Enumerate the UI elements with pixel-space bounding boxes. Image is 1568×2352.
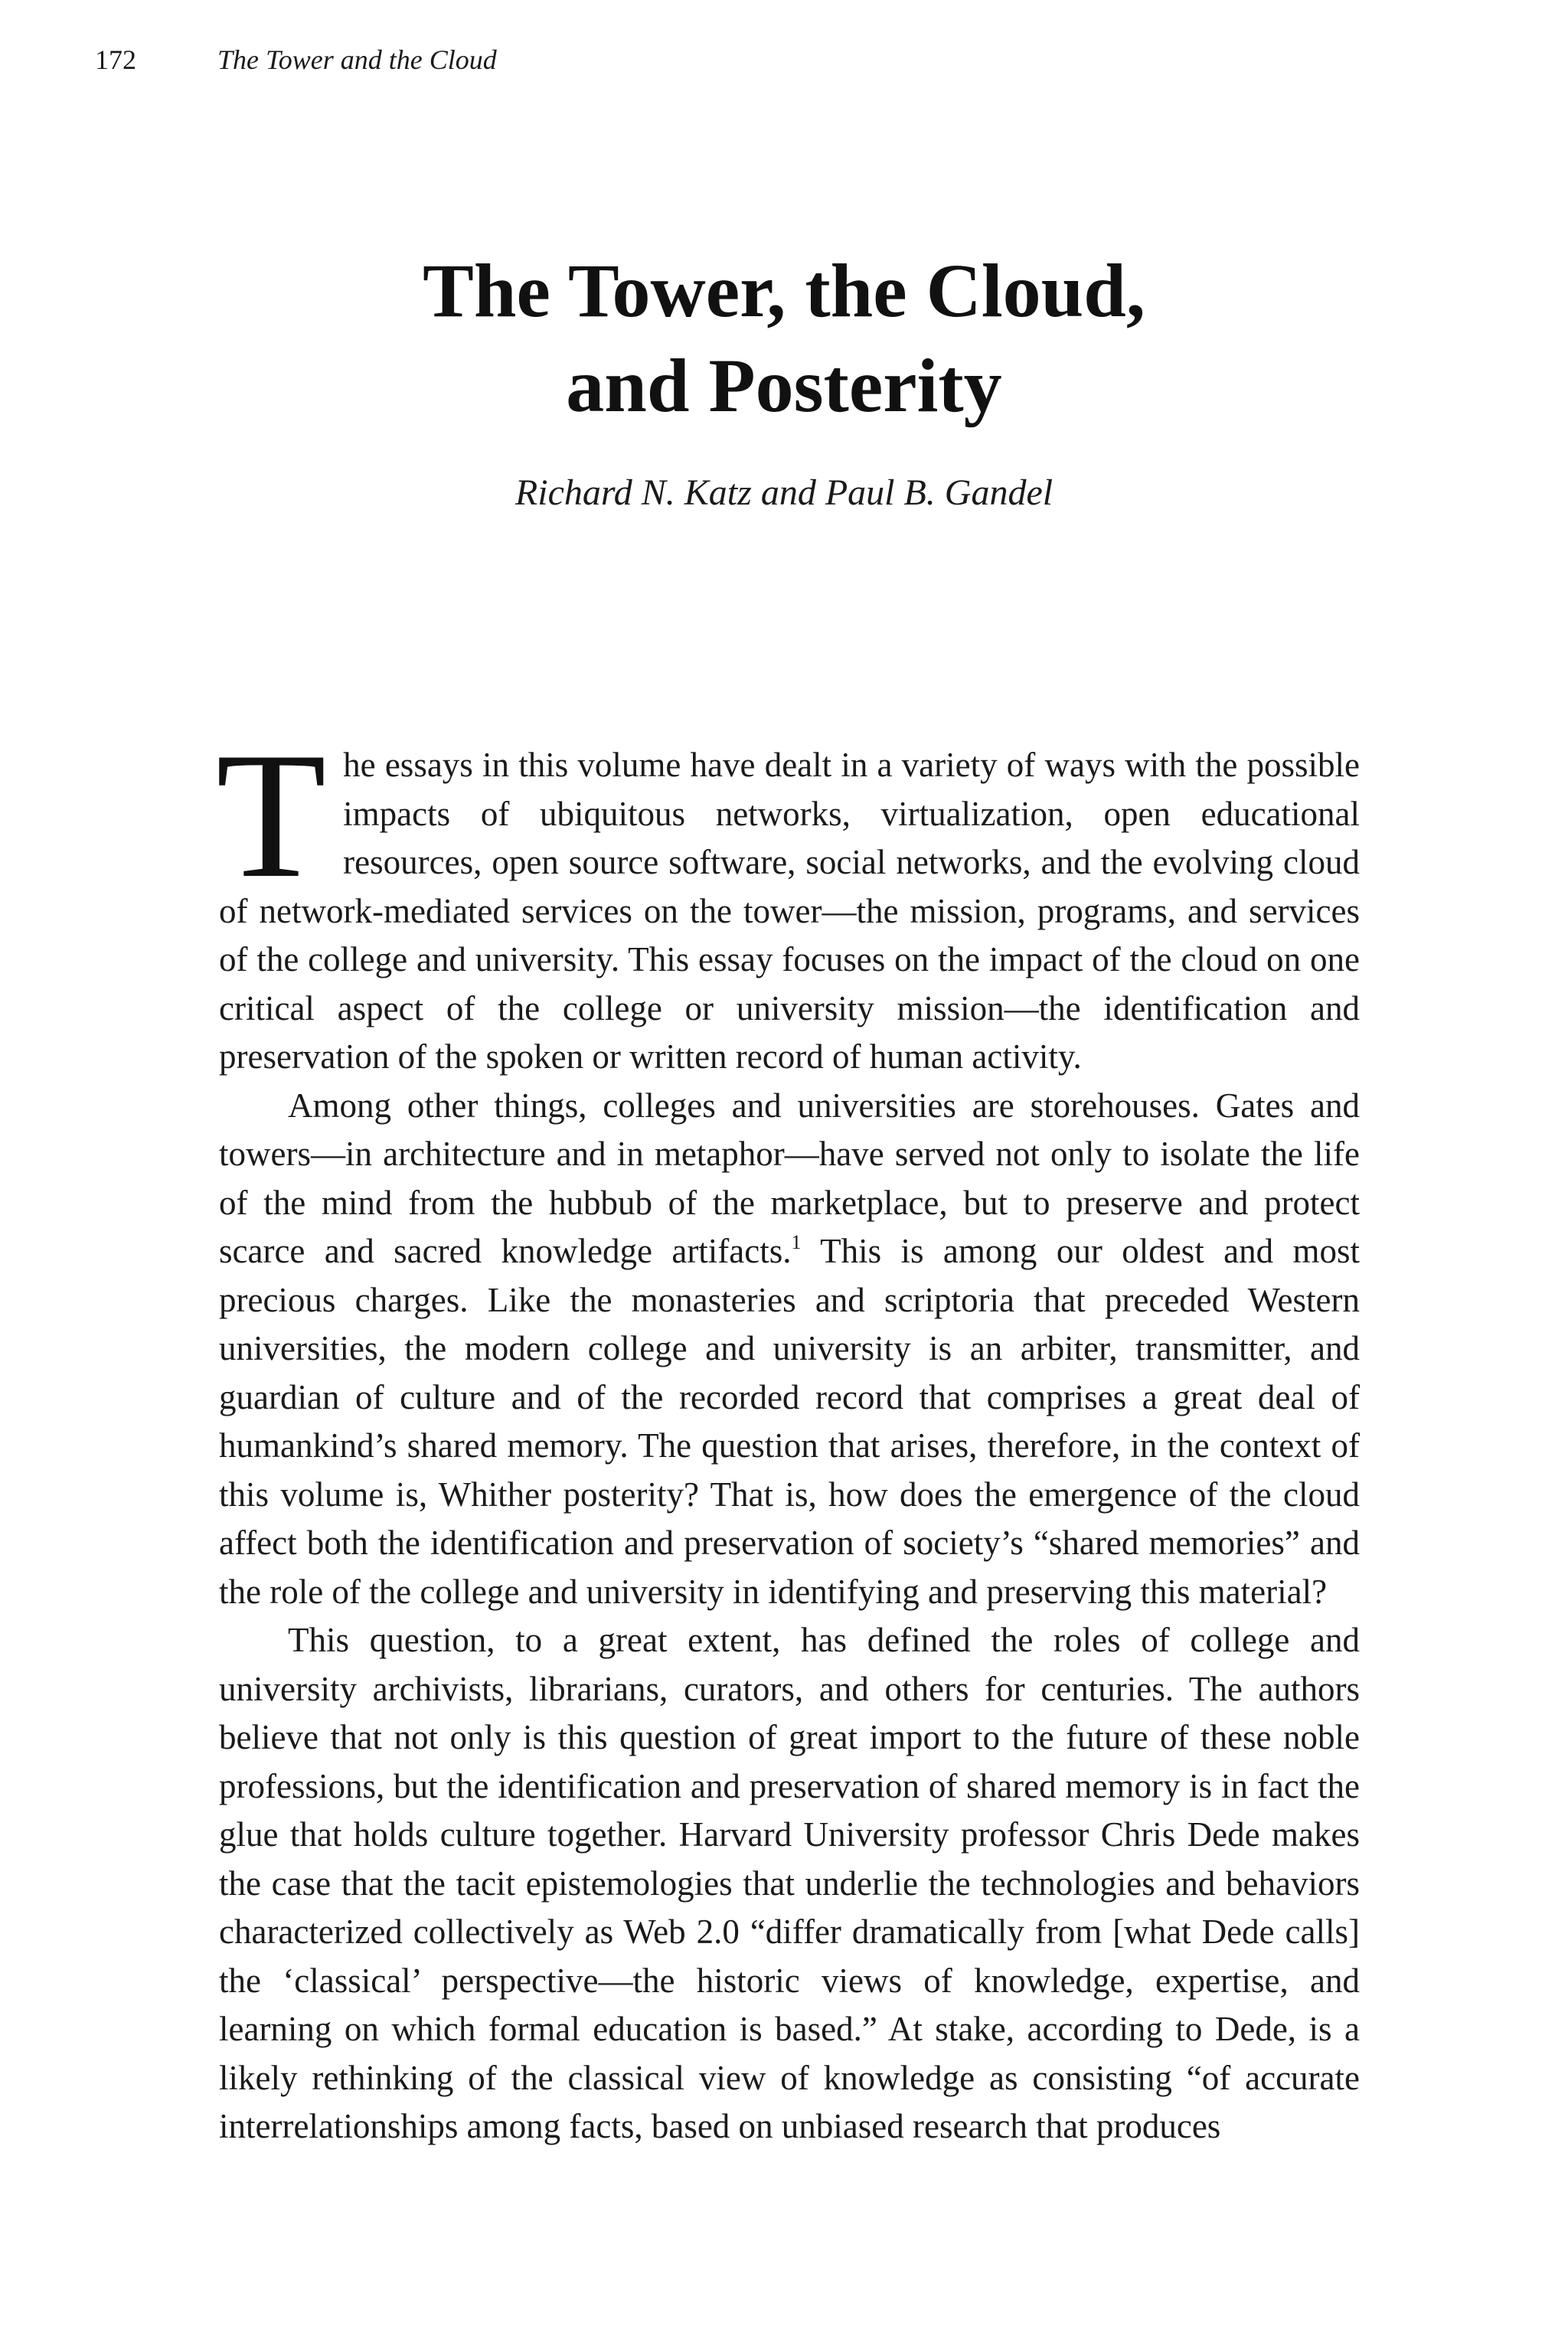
running-title: The Tower and the Cloud [217, 44, 497, 75]
paragraph-1 [216, 716, 1360, 1082]
chapter-title [0, 243, 1568, 433]
paragraph-2-text-b: This is among our oldest and most precious charges. Like the monasteries and scriptoria that preceded Western universities, the modern college and university is an arbiter, transmitter, and guardian of culture and of the recorded record that comprises a great deal of humankind’s shared memory. The question that arises, therefore, in the context of this volume is, Whither posterity? That is, how does the emergence of the cloud affect both the identification and preservation of society’s “shared memories” and the role of the college and university in identifying and preserving this material? [219, 1232, 1360, 1611]
footnote-ref-1[interactable]: 1 [791, 1231, 802, 1253]
paragraph-2 [219, 1082, 1360, 1617]
page-number: 172 [95, 44, 136, 75]
paragraph-3: This question, to a great extent, has defined the roles of college and university archivists, librarians, curators, and others for centuries. The authors believe that not only is this question of great import to the future of these noble professions, but the identification and preservation of shared memory is in fact the glue that holds culture together. Harvard University professor Chris Dede makes the case that the tacit epistemologies that underlie the technologies and behaviors characterized collectively as Web 2.0 “differ dramatically from [what Dede calls] the ‘classical’ perspective—the historic views of knowledge, expertise, and learning on which formal education is based.” At stake, according to Dede, is a likely rethinking of the classical view of knowledge as consisting “of accurate interrelationships among facts, based on unbiased research that produces [219, 1621, 1360, 2145]
chapter-title-line-1: The Tower, the Cloud, [423, 248, 1145, 333]
chapter-authors: Richard N. Katz and Paul B. Gandel [514, 472, 1054, 513]
body-text [216, 716, 1360, 2151]
paragraph-2-text-a: Among other things, colleges and universities are storehouses. Gates and towers—in architecture and in metaphor—have served not only to isolate the life of the mind from the hubbub of the marketplace, but to preserve and protect scarce and sacred knowledge artifacts. [219, 1086, 1360, 1270]
drop-cap: T [216, 716, 327, 916]
running-header [95, 46, 497, 74]
chapter-title-line-2: and Posterity [566, 343, 1002, 428]
paragraph-1-text: he essays in this volume have dealt in a variety of ways with the possible impacts of ubiquitous networks, virtualization, open educational resources, open source software, social networks, and the evolving cloud of network-mediated services on the tower—the mission, programs, and services of the college and university. This essay focuses on the impact of the cloud on one critical aspect of the college or university mission—the identification and preservation of the spoken or written record of human activity. [219, 746, 1360, 1076]
